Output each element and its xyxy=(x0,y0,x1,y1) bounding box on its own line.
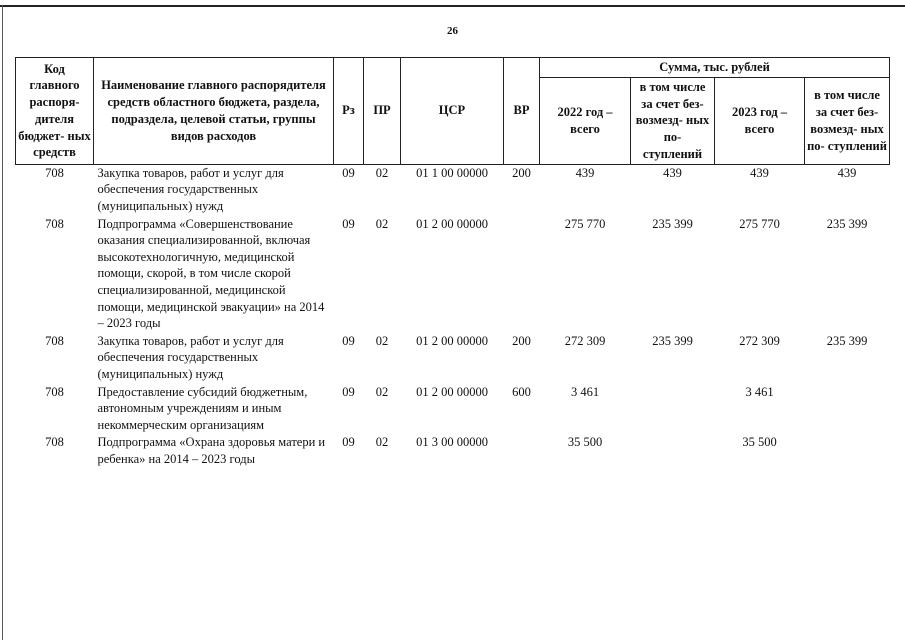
cell-2022-total: 272 309 xyxy=(564,333,606,348)
cell-rz: 09 xyxy=(342,165,355,180)
budget-table xyxy=(15,57,890,468)
cell-pr: 02 xyxy=(375,165,389,180)
cell-name: Закупка товаров, работ и услуг для обеспечения государственных (муниципальных) нужд xyxy=(97,333,284,381)
table-row xyxy=(16,164,890,215)
margin-line xyxy=(2,5,3,640)
header-2023-grants: в том числе за счет без- возмезд- ных по- ступлений xyxy=(805,77,890,164)
cell-2023-total: 272 309 xyxy=(739,333,780,348)
header-sum: Сумма, тыс. рублей xyxy=(540,58,890,78)
cell-code: 708 xyxy=(45,216,64,231)
cell-2023-grants xyxy=(805,434,890,468)
cell-2022-total: 3 461 xyxy=(570,384,600,399)
cell-vr: 200 xyxy=(512,165,531,180)
header-name: Наименование главного распорядителя средств областного бюджета, раздела, подраздела, целевой статьи, группы видов расходов xyxy=(94,58,334,165)
cell-2023-total: 275 770 xyxy=(739,216,780,231)
cell-rz: 09 xyxy=(342,216,355,231)
cell-pr: 02 xyxy=(375,333,389,348)
table-row xyxy=(16,216,890,333)
cell-vr: 600 xyxy=(512,384,531,399)
header-csr: ЦСР xyxy=(401,58,504,165)
cell-2022-total: 35 500 xyxy=(567,435,603,450)
cell-2023-grants: 439 xyxy=(837,165,857,180)
header-rz: Рз xyxy=(334,58,364,165)
cell-2023-total: 439 xyxy=(750,165,769,180)
cell-csr: 01 2 00 00000 xyxy=(416,384,488,399)
cell-csr: 01 2 00 00000 xyxy=(416,333,488,348)
cell-pr: 02 xyxy=(375,435,389,450)
cell-pr: 02 xyxy=(375,384,389,399)
top-rule xyxy=(0,5,905,7)
cell-2022-total: 439 xyxy=(575,165,595,180)
cell-rz: 09 xyxy=(342,384,355,399)
cell-code: 708 xyxy=(45,165,64,180)
table-row xyxy=(16,384,890,435)
cell-2022-total: 275 770 xyxy=(564,216,606,231)
cell-rz: 09 xyxy=(342,333,355,348)
cell-vr: 200 xyxy=(512,333,531,348)
cell-name: Подпрограмма «Охрана здоровья матери и ребенка» на 2014 – 2023 годы xyxy=(97,435,326,466)
cell-csr: 01 1 00 00000 xyxy=(416,165,488,180)
page-number: 26 xyxy=(447,25,458,37)
cell-rz: 09 xyxy=(342,435,355,450)
cell-csr: 01 3 00 00000 xyxy=(416,435,488,450)
cell-vr xyxy=(504,216,540,333)
header-2022-total: 2022 год – всего xyxy=(540,77,631,164)
cell-2022-grants xyxy=(631,384,715,435)
cell-name: Предоставление субсидий бюджетным, автономным учреждениям и иным некоммерческим организациям xyxy=(97,384,308,432)
cell-code: 708 xyxy=(45,384,64,399)
cell-csr: 01 2 00 00000 xyxy=(416,216,488,231)
cell-2022-grants xyxy=(631,434,715,468)
table-body xyxy=(16,164,890,468)
cell-2023-grants: 235 399 xyxy=(826,216,868,231)
cell-2022-grants: 439 xyxy=(663,165,682,180)
cell-name: Подпрограмма «Совершенствование оказания специализированной, включая высокотехнологичную, медицинской помощи, скорой, в том числе скорой специализированной, медицинской помощи, медицинской эвакуации» на 2014 – 2023 годы xyxy=(97,216,325,331)
cell-code: 708 xyxy=(45,435,64,450)
header-2022-grants: в том числе за счет без- возмезд- ных по- ступлений xyxy=(631,77,715,164)
cell-2023-total: 35 500 xyxy=(742,435,777,450)
header-pr: ПР xyxy=(364,58,401,165)
table-row xyxy=(16,434,890,468)
header-2023-total: 2023 год – всего xyxy=(715,77,805,164)
cell-2023-grants xyxy=(805,384,890,435)
table-header xyxy=(16,58,890,165)
header-code: Код главного распоря- дителя бюджет- ных средств xyxy=(16,58,94,165)
cell-2023-grants: 235 399 xyxy=(826,333,868,348)
table-row xyxy=(16,333,890,384)
cell-code: 708 xyxy=(45,333,64,348)
cell-vr xyxy=(504,434,540,468)
cell-name: Закупка товаров, работ и услуг для обеспечения государственных (муниципальных) нужд xyxy=(97,165,284,213)
cell-2022-grants: 235 399 xyxy=(652,216,693,231)
header-vr: ВР xyxy=(504,58,540,165)
cell-pr: 02 xyxy=(375,216,389,231)
cell-2023-total: 3 461 xyxy=(745,384,774,399)
cell-2022-grants: 235 399 xyxy=(652,333,693,348)
